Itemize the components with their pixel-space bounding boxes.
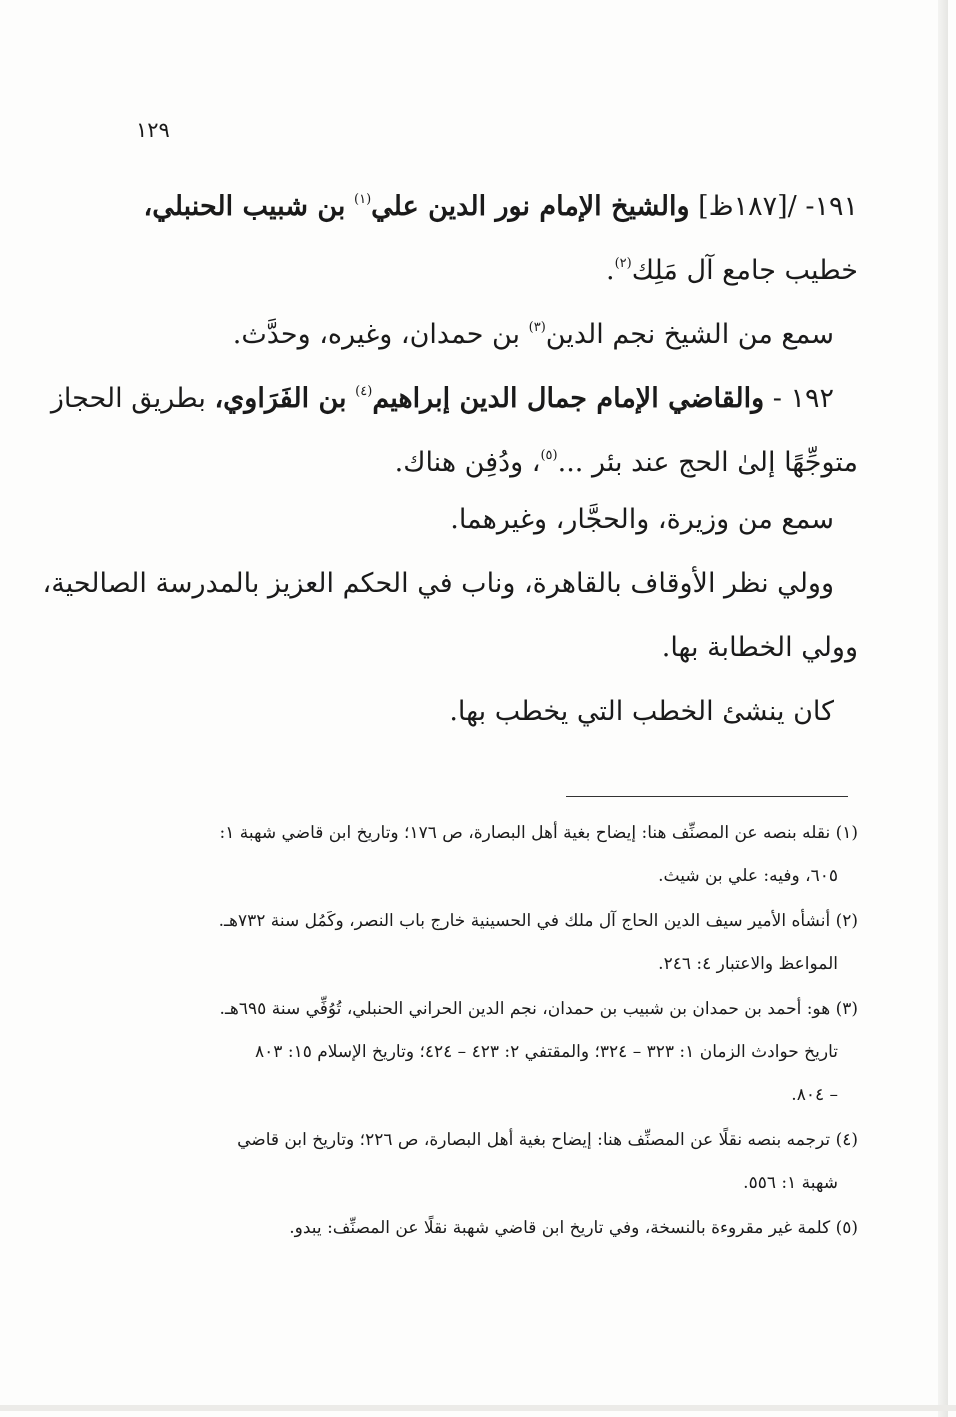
footnote-2-line-2: المواعظ والاعتبار ٤: ٢٤٦.	[658, 954, 838, 974]
footnote-ref-3: (٣)	[528, 320, 546, 335]
entry-192-name-tail: بن الفَرَاوي،	[214, 383, 347, 414]
footnote-4-line-2: شهبة ١: ٥٥٦.	[743, 1173, 838, 1193]
footnote-4-line-1: (٤) ترجمه بنصه نقلًا عن المصنِّف هنا: إيضاح بغية أهل البصارة، ص ٢٢٦؛ وتاريخ ابن قاضي	[237, 1130, 858, 1150]
footnote-3-line-3: – ٨٠٤.	[791, 1085, 838, 1105]
page-number: ١٢٩	[136, 118, 170, 142]
entry-192-line-1	[50, 360, 858, 424]
main-text	[42, 168, 858, 744]
entry-192-office-1: وولي نظر الأوقاف بالقاهرة، وناب في الحكم العزيز بالمدرسة الصالحية،	[42, 568, 834, 599]
footnote-ref-4: (٤)	[355, 384, 373, 399]
footnote-1-line-1: (١) نقله بنصه عن المصنِّف هنا: إيضاح بغية أهل البصارة، ص ١٧٦؛ وتاريخ ابن قاضي شهبة ١:	[219, 823, 858, 843]
page-bottom-edge	[0, 1405, 956, 1411]
entry-191-line-2-end: .	[605, 255, 615, 286]
entry-191-mosque: خطيب جامع آل مَلِك	[631, 255, 858, 286]
entry-191-line-2	[120, 232, 858, 296]
footnotes	[120, 812, 858, 1250]
entry-191-heard-pre: سمع من الشيخ نجم الدين	[545, 319, 834, 350]
footnote-separator	[566, 796, 848, 797]
footnote-5-line-1: (٥) كلمة غير مقروءة بالنسخة، وفي تاريخ ابن قاضي شهبة نقلًا عن المصنِّف: يبدو.	[289, 1218, 858, 1238]
footnote-3-line-1: (٣) هو: أحمد بن حمدان بن شبيب بن حمدان، نجم الدين الحراني الحنبلي، تُوُفِّي سنة ٦٩٥هـ.	[219, 999, 858, 1019]
entry-191-name: والشيخ الإمام نور الدين علي	[371, 191, 690, 222]
entry-192-line-2-post: ، ودُفِن هناك.	[394, 447, 541, 478]
footnote-2-line-1: (٢) أنشأه الأمير سيف الدين الحاج آل ملك في الحسينية خارج باب النصر، وكَمُل سنة ٧٣٢هـ.	[218, 911, 858, 931]
entry-191-heard	[120, 296, 858, 360]
entry-192-line-2	[120, 424, 858, 488]
entry-191-number: ١٩١- /[١٨٧ظ]	[698, 191, 858, 222]
entry-192-heard: سمع من وزيرة، والحجَّار، وغيرهما.	[450, 504, 834, 535]
footnote-ref-1: (١)	[354, 192, 372, 207]
entry-191-line-1	[120, 168, 858, 232]
page-edge-shadow	[938, 0, 948, 1417]
entry-192-khutab: كان ينشئ الخطب التي يخطب بها.	[449, 696, 834, 727]
entry-192-number: ١٩٢ -	[764, 383, 834, 414]
entry-192-office-2: وولي الخطابة بها.	[661, 632, 858, 663]
entry-192-line-2-pre: متوجِّهًا إلىٰ الحج عند بئر ...	[557, 447, 858, 478]
footnote-3-line-2: تاريخ حوادث الزمان ١: ٣٢٣ – ٣٢٤؛ والمقتفي ٢: ٤٢٣ – ٤٢٤؛ وتاريخ الإسلام ١٥: ٨٠٣	[255, 1042, 838, 1062]
footnote-ref-2: (٢)	[614, 256, 632, 271]
entry-191-heard-post: بن حمدان، وغيره، وحدَّث.	[232, 319, 521, 350]
entry-192-name: والقاضي الإمام جمال الدين إبراهيم	[372, 383, 765, 414]
entry-192-line-1-end: بطريق الحجاز	[50, 383, 206, 414]
entry-191-name-tail: بن شبيب الحنبلي،	[143, 191, 346, 222]
footnote-1-line-2: ٦٠٥، وفيه: علي بن شيث.	[658, 866, 838, 886]
footnote-ref-5: (٥)	[540, 448, 558, 463]
